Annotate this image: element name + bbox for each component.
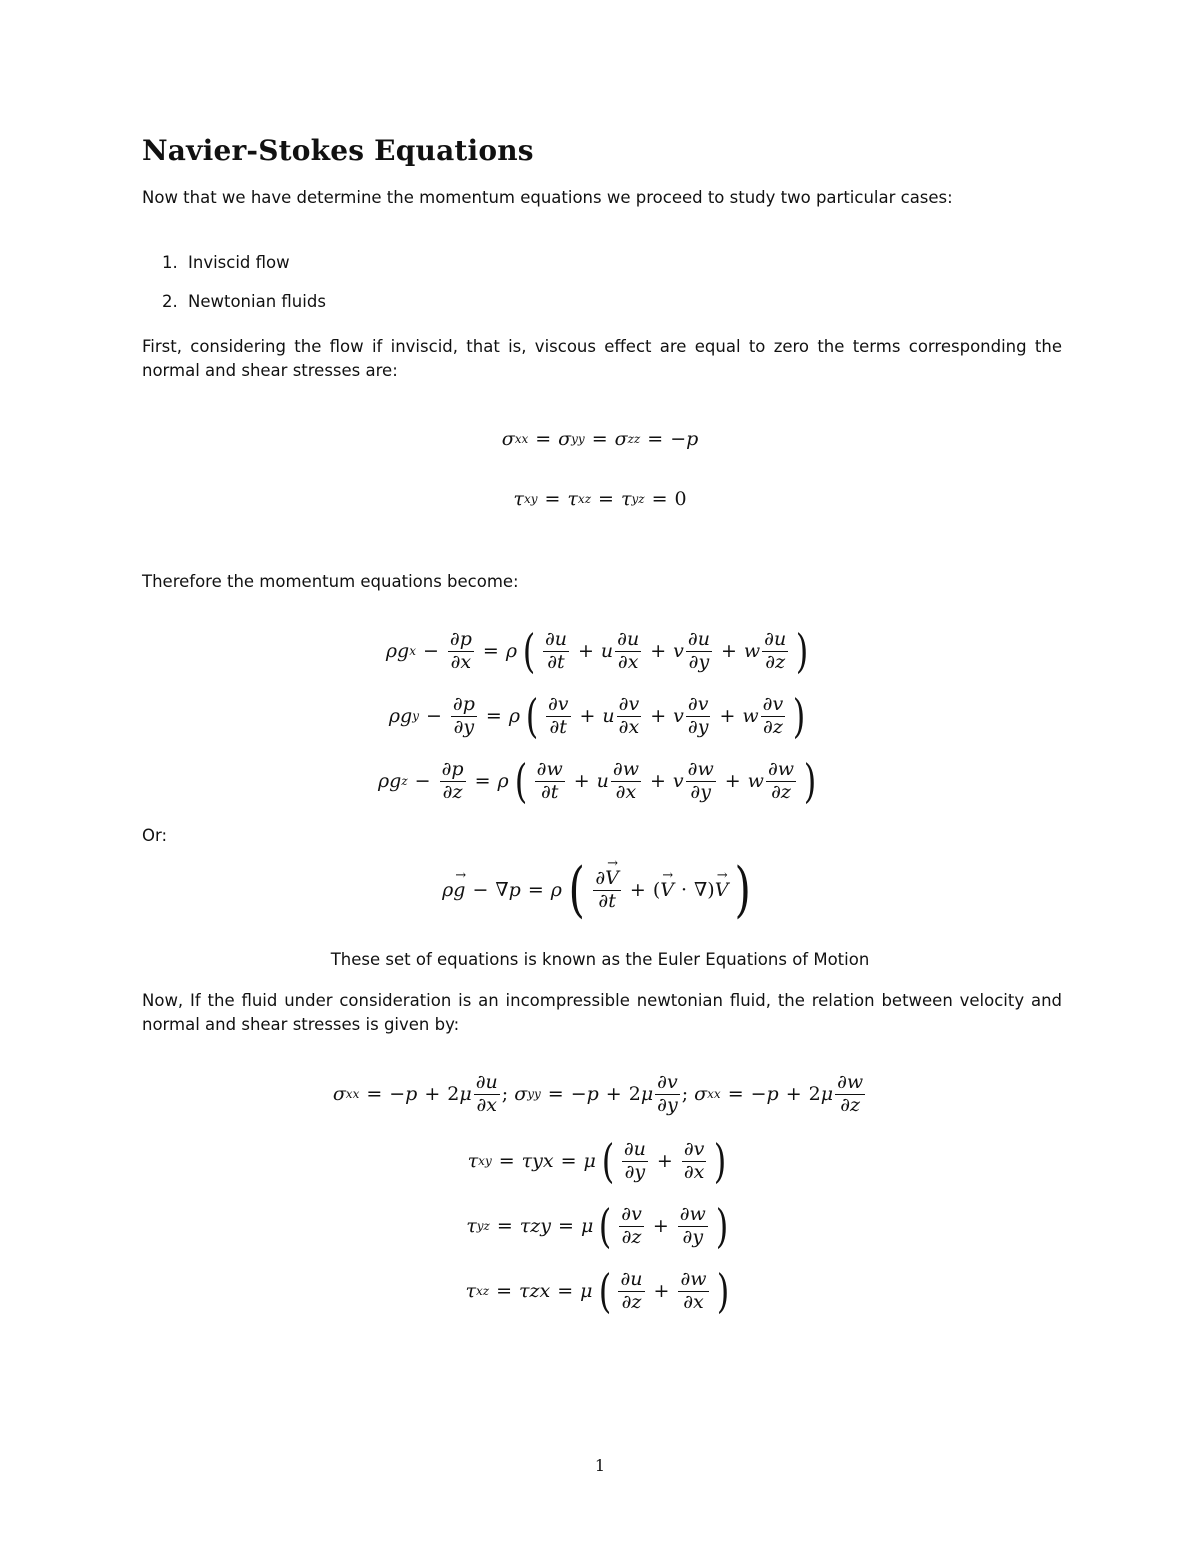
- equation-euler-vector: ρ g → − ∇ p = ρ ( $\frac{\partial V \to}{\partial t}$ + ( V → · ∇) V → ): [0, 860, 1200, 920]
- equation-tau-yz: τ yz = τzy = μ ( $\frac{\partial v}{\partial z}$ + $\frac{\partial w}{\partial y}$ ): [466, 1199, 729, 1253]
- or-text: Or:: [142, 826, 168, 845]
- list-label: Inviscid flow: [188, 253, 290, 272]
- equation-tau-xy: τ xy = τyx = μ ( $\frac{\partial u}{\partial y}$ + $\frac{\partial v}{\partial x}$ ): [467, 1134, 727, 1188]
- intro-paragraph: Now that we have determine the momentum equations we proceed to study two particular cases:: [142, 188, 953, 207]
- list-number: 2.: [162, 292, 178, 311]
- newtonian-paragraph: Now, If the fluid under consideration is an incompressible newtonian fluid, the relation between velocity and normal and shear stresses is given by:: [142, 991, 1062, 1034]
- equation-euler-y: ρg y − $\frac{\partial p}{\partial y}$ = ρ ( $\frac{\partial v}{\partial t}$ + u $\frac{\partial v}{\partial x}$ + v $\frac{\partial v}{\partial y}$ + w $\frac{\partial v}{\partial z}$ ): [388, 689, 806, 743]
- list-label: Newtonian fluids: [188, 292, 326, 311]
- equation-newtonian-normal: σ xx = −p + 2 μ $\frac{\partial u}{\partial x}$ ; σ yy = −p + 2 μ $\frac{\partial v}{\partial y}$ ; σ xx = −p + 2 μ $\frac{\partial w}{\partial z}$: [332, 1071, 864, 1116]
- equation-normal-stresses: σ xx = σ yy = σ zz = −p: [501, 428, 699, 450]
- page-number: 1: [594, 1456, 606, 1475]
- section-title: Navier-Stokes Equations: [142, 134, 534, 167]
- therefore-text: Therefore the momentum equations become:: [142, 572, 519, 591]
- list-item: [162, 253, 290, 272]
- list-number: 1.: [162, 253, 178, 272]
- equation-euler-x: ρg x − $\frac{\partial p}{\partial x}$ = ρ ( $\frac{\partial u}{\partial t}$ + u $\frac{\partial u}{\partial x}$ + v $\frac{\partial u}{\partial y}$ + w $\frac{\partial u}{\partial z}$ ): [385, 624, 809, 678]
- inviscid-paragraph: First, considering the flow if inviscid, that is, viscous effect are equal to zero the terms corresponding the normal and shear stresses are:: [142, 337, 1062, 380]
- euler-caption: These set of equations is known as the Euler Equations of Motion: [330, 950, 870, 969]
- equation-shear-stresses: τ xy = τ xz = τ yz = 0: [513, 488, 687, 510]
- list-item: [162, 292, 326, 311]
- equation-euler-z: ρg z − $\frac{\partial p}{\partial z}$ = ρ ( $\frac{\partial w}{\partial t}$ + u $\frac{\partial w}{\partial x}$ + v $\frac{\partial w}{\partial y}$ + w $\frac{\partial w}{\partial z}$ ): [378, 754, 817, 808]
- equation-tau-xz: τ xz = τzx = μ ( $\frac{\partial u}{\partial z}$ + $\frac{\partial w}{\partial x}$ ): [465, 1264, 729, 1318]
